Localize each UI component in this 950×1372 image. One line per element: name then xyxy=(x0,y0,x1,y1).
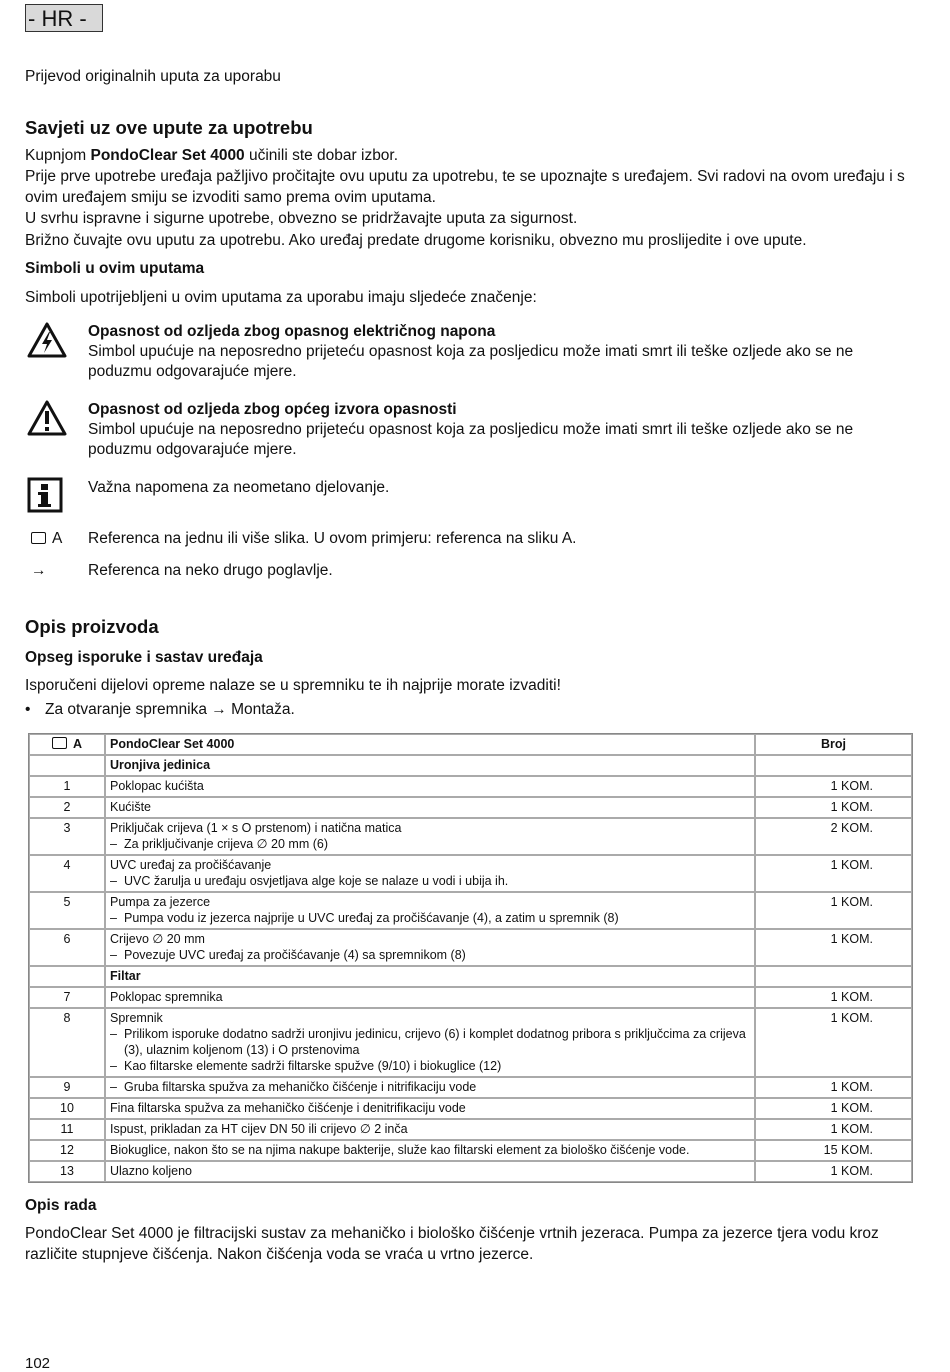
table-row xyxy=(29,797,912,818)
table-row xyxy=(29,1077,912,1098)
item-description xyxy=(105,776,755,797)
item-description xyxy=(105,987,755,1008)
item-description xyxy=(105,1140,755,1161)
item-name: Priključak crijeva (1 × s O prstenom) i natična matica xyxy=(110,821,402,835)
intro-paragraph: Kupnjom PondoClear Set 4000 učinili ste dobar izbor. xyxy=(25,147,399,164)
table-row xyxy=(29,1119,912,1140)
chapter-reference-text: Referenca na neko drugo poglavlje. xyxy=(88,562,333,579)
table-row xyxy=(29,1161,912,1182)
item-detail: – Prilikom isporuke dodatno sadrži uronjivu jedinicu, crijevo (6) i komplet dodatnog pribora s priključcima za crijeva (3), ulaznim koljenom (13) i O prstenovima xyxy=(110,1026,750,1058)
group-label: Uronjiva jedinica xyxy=(105,755,755,776)
chapter-reference-arrow-icon: → xyxy=(31,562,47,579)
item-description xyxy=(105,797,755,818)
item-detail: – Pumpa vodu iz jezerca najprije u UVC uređaj za pročišćavanje (4), a zatim u spremnik (8) xyxy=(110,910,750,926)
figure-reference-icon xyxy=(52,737,67,749)
operation-paragraph: PondoClear Set 4000 je filtracijski sustav za mehaničko i biološko čišćenje vrtnih jezeraca. Pumpa za jezerce tjera vodu kroz različite stupnjeve čišćenja. Nakon čišćenja voda se vraća u vrtno jezerce. xyxy=(25,1225,879,1263)
table-row xyxy=(29,1098,912,1119)
item-name: Fina filtarska spužva za mehaničko čišćenje i denitrifikaciju vode xyxy=(110,1101,466,1115)
item-name: Poklopac spremnika xyxy=(110,990,223,1004)
language-tag: - HR - xyxy=(25,4,103,32)
section-title-tips: Savjeti uz ove upute za upotrebu xyxy=(25,117,313,138)
general-warning-icon xyxy=(27,400,67,436)
symbol-general xyxy=(88,400,918,460)
item-count: 1 KOM. xyxy=(755,987,912,1008)
item-number: 13 xyxy=(29,1161,105,1182)
safety-paragraph: U svrhu ispravne i sigurne upotrebe, obvezno se pridržavajte uputa za sigurnost. xyxy=(25,210,578,227)
table-row xyxy=(29,855,912,892)
table-header-row xyxy=(29,734,912,755)
operation-title: Opis rada xyxy=(25,1197,97,1214)
group-row xyxy=(29,755,912,776)
item-name: Ulazno koljeno xyxy=(110,1164,192,1178)
item-description xyxy=(105,929,755,966)
symbol-info-text: Važna napomena za neometano djelovanje. xyxy=(88,479,390,496)
item-number: 12 xyxy=(29,1140,105,1161)
symbol-general-title: Opasnost od ozljeda zbog općeg izvora opasnosti xyxy=(88,401,457,418)
section-title-product: Opis proizvoda xyxy=(25,616,159,637)
electric-warning-icon xyxy=(27,322,67,358)
item-description xyxy=(105,1119,755,1140)
item-description xyxy=(105,818,755,855)
item-number: 4 xyxy=(29,855,105,892)
figure-reference-icon xyxy=(31,532,46,544)
item-count: 1 KOM. xyxy=(755,1161,912,1182)
item-count: 1 KOM. xyxy=(755,855,912,892)
item-description xyxy=(105,1161,755,1182)
item-number: 5 xyxy=(29,892,105,929)
group-row xyxy=(29,966,912,987)
item-name: Crijevo ∅ 20 mm xyxy=(110,932,205,946)
group-label: Filtar xyxy=(105,966,755,987)
item-description xyxy=(105,855,755,892)
item-name: Ispust, prikladan za HT cijev DN 50 ili crijevo ∅ 2 inča xyxy=(110,1122,408,1136)
header-name-cell: PondoClear Set 4000 xyxy=(105,734,755,755)
symbol-electric xyxy=(88,322,918,382)
item-number: 3 xyxy=(29,818,105,855)
symbol-electric-text: Simbol upućuje na neposredno prijeteću opasnost koja za posljedicu može imati smrt ili teške ozljede ako se ne poduzmu odgovarajuće mjere. xyxy=(88,343,854,380)
symbol-electric-title: Opasnost od ozljeda zbog opasnog električnog napona xyxy=(88,323,496,340)
document-subtitle: Prijevod originalnih uputa za uporabu xyxy=(25,68,281,85)
product-name: PondoClear Set 4000 xyxy=(90,147,245,164)
item-count: 1 KOM. xyxy=(755,1098,912,1119)
item-count: 1 KOM. xyxy=(755,1119,912,1140)
item-detail: – UVC žarulja u uređaju osvjetljava alge koje se nalaze u vodi i ubija ih. xyxy=(110,873,750,889)
item-count: 1 KOM. xyxy=(755,929,912,966)
item-name: UVC uređaj za pročišćavanje xyxy=(110,858,272,872)
item-count: 1 KOM. xyxy=(755,892,912,929)
item-name: Pumpa za jezerce xyxy=(110,895,211,909)
table-row xyxy=(29,929,912,966)
item-count: 1 KOM. xyxy=(755,797,912,818)
item-detail: – Gruba filtarska spužva za mehaničko čišćenje i nitrifikaciju vode xyxy=(110,1079,750,1095)
item-count: 1 KOM. xyxy=(755,1008,912,1077)
item-detail: – Povezuje UVC uređaj za pročišćavanje (4) sa spremnikom (8) xyxy=(110,947,750,963)
table-row xyxy=(29,1008,912,1077)
bullet-item: • Za otvaranje spremnika → Montaža. xyxy=(25,701,295,718)
table-row xyxy=(29,818,912,855)
page-number: 102 xyxy=(25,1355,51,1372)
item-number: 7 xyxy=(29,987,105,1008)
header-count-cell: Broj xyxy=(755,734,912,755)
info-icon xyxy=(27,477,63,513)
table-row xyxy=(29,892,912,929)
reading-paragraph: Prije prve upotrebe uređaja pažljivo pročitajte ovu uputu za upotrebu, te se upoznajte s uređajem. Svi radovi na ovom uređaju i s ovim uređajem smiju se izvoditi samo prema ovim uputama. xyxy=(25,168,905,206)
header-figure-cell: A xyxy=(29,734,105,755)
item-description xyxy=(105,1008,755,1077)
item-number: 6 xyxy=(29,929,105,966)
figure-reference-symbol: A xyxy=(31,529,62,549)
item-count: 1 KOM. xyxy=(755,776,912,797)
symbol-general-text: Simbol upućuje na neposredno prijeteću opasnost koja za posljedicu može imati smrt ili teške ozljede ako se ne poduzmu odgovarajuće mjere. xyxy=(88,421,854,458)
delivery-paragraph: Isporučeni dijelovi opreme nalaze se u spremniku te ih najprije morate izvaditi! xyxy=(25,677,561,694)
scope-of-delivery-title: Opseg isporuke i sastav uređaja xyxy=(25,649,263,666)
table-row xyxy=(29,1140,912,1161)
table-row xyxy=(29,776,912,797)
item-name: Spremnik xyxy=(110,1011,163,1025)
item-number: 11 xyxy=(29,1119,105,1140)
symbols-intro: Simboli upotrijebljeni u ovim uputama za uporabu imaju sljedeće značenje: xyxy=(25,289,537,306)
item-number: 10 xyxy=(29,1098,105,1119)
item-description xyxy=(105,1098,755,1119)
item-name: Biokuglice, nakon što se na njima nakupe bakterije, služe kao filtarski element za biološko čišćenje vode. xyxy=(110,1143,690,1157)
keep-paragraph: Brižno čuvajte ovu uputu za upotrebu. Ako uređaj predate drugome korisniku, obvezno mu proslijedite i ove upute. xyxy=(25,232,807,249)
item-number: 1 xyxy=(29,776,105,797)
symbols-title: Simboli u ovim uputama xyxy=(25,260,205,277)
item-description xyxy=(105,1077,755,1098)
item-count: 15 KOM. xyxy=(755,1140,912,1161)
item-description xyxy=(105,892,755,929)
item-detail: – Za priključivanje crijeva ∅ 20 mm (6) xyxy=(110,836,750,852)
figure-reference-text: Referenca na jednu ili više slika. U ovom primjeru: referenca na sliku A. xyxy=(88,530,577,547)
item-number: 8 xyxy=(29,1008,105,1077)
table-row xyxy=(29,987,912,1008)
item-name: Poklopac kućišta xyxy=(110,779,204,793)
item-name: Kućište xyxy=(110,800,151,814)
item-number: 9 xyxy=(29,1077,105,1098)
item-count: 1 KOM. xyxy=(755,1077,912,1098)
item-count: 2 KOM. xyxy=(755,818,912,855)
parts-table xyxy=(28,733,913,1183)
item-number: 2 xyxy=(29,797,105,818)
item-detail: – Kao filtarske elemente sadrži filtarske spužve (9/10) i biokuglice (12) xyxy=(110,1058,750,1074)
